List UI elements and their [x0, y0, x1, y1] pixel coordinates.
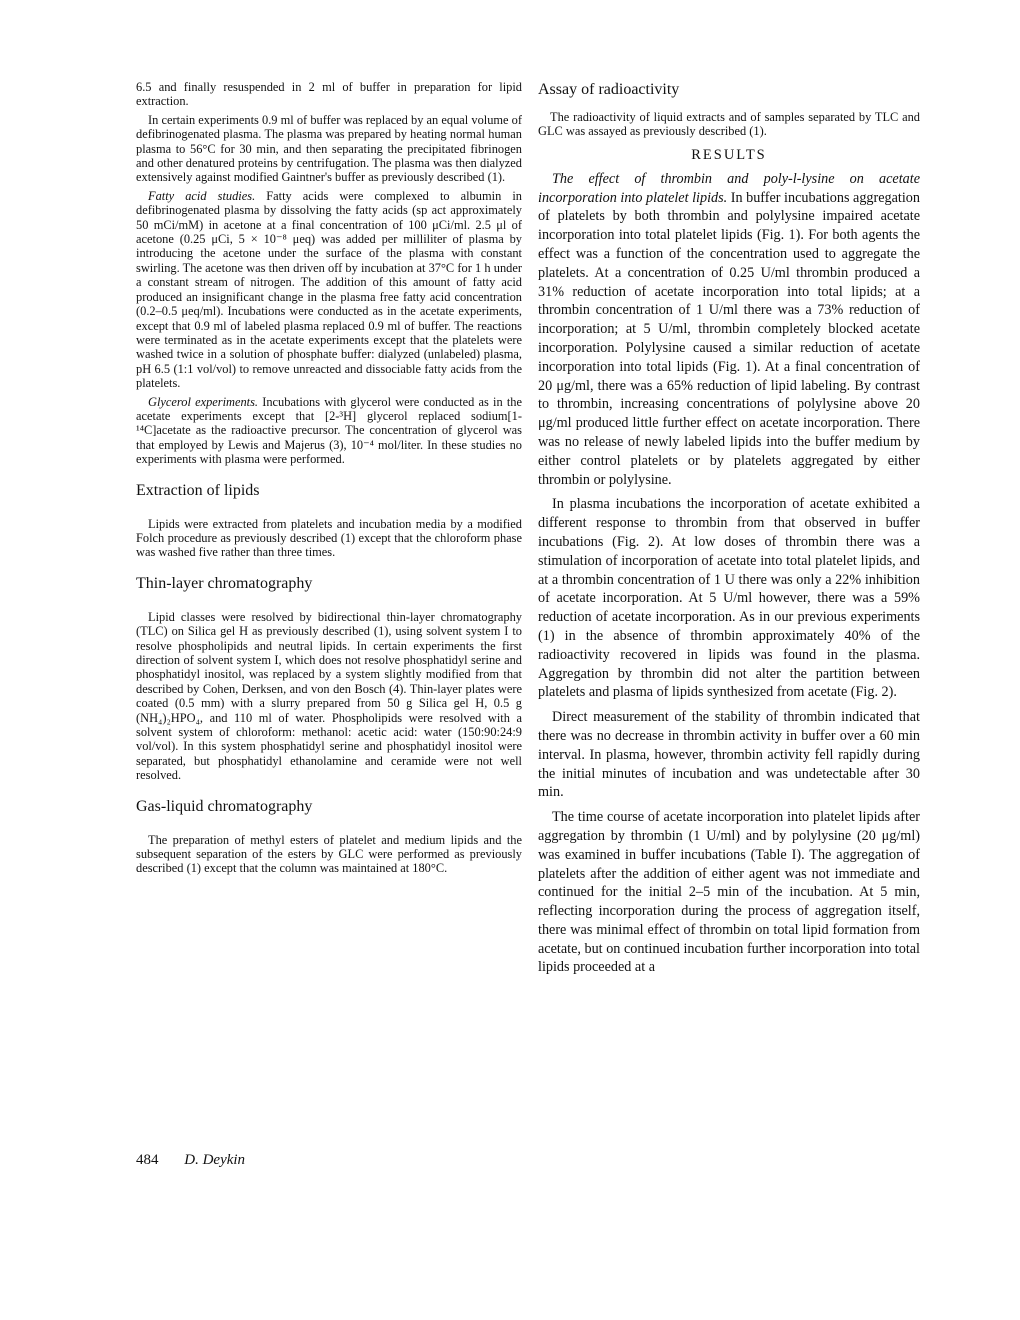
section-heading: Extraction of lipids	[136, 481, 260, 499]
page-footer	[136, 1152, 245, 1169]
left-column	[136, 80, 522, 880]
paragraph-body: Incubations with glycerol were conducted as in the acetate experiments except that [2-³H] glycerol replaced sodium[1-¹⁴C]acetate as the radioactive precursor. The concentration of glycerol was that employed by Lewis and Majerus (3), 10⁻⁴ mol/liter. In these studies no experiments with plasma were performed.	[136, 394, 523, 467]
paragraph: Lipids were extracted from platelets and incubation media by a modified Folch procedure as previously described (1) except that the chloroform phase was washed five rather than three times.	[136, 516, 522, 560]
page-number: 484	[136, 1152, 159, 1168]
section-heading: Assay of radioactivity	[538, 81, 680, 98]
paragraph-lead: Glycerol experiments.	[148, 394, 259, 409]
running-author: D. Deykin	[184, 1152, 246, 1168]
paragraph: Direct measurement of the stability of thrombin indicated that there was no decrease in thrombin activity in buffer over a 60 min interval. In plasma, however, thrombin activity fell rapidly during the initial minutes of incubation and was undetectable after 30 min.	[538, 709, 920, 801]
results-heading: RESULTS	[691, 146, 767, 163]
paragraph: In certain experiments 0.9 ml of buffer was replaced by an equal volume of defibrinogenated plasma. The plasma was prepared by heating normal human plasma to 56°C for 30 min, and then separating the precipitated fibrinogen and other denatured proteins by centrifugation. The plasma was then dialyzed extensively against modified Gaintner's buffer as previously described (1).	[136, 112, 522, 185]
paragraph: Lipid classes were resolved by bidirectional thin-layer chromatography (TLC) on Silica gel H as previously described (1), using solvent system I to resolve phospholipids and neutral lipids. In certain experiments the first direction of solvent system I, which does not resolve phosphatidyl serine and phosphatidyl inositol, was replaced by a system slightly modified from that described by Cohen, Derksen, and von den Bosch (4). Thin-layer plates were coated (0.5 mm) with a slurry prepared from 50 g Silica gel H, 0.5 g (NH₄)₂HPO₄, and 110 ml of water. Phospholipids were resolved with a solvent system of chloroform: methanol: acetic acid: water (150:90:24:9 vol/vol). In this system phosphatidyl serine and phosphatidyl inositol were separated, but phosphatidyl ethanolamine and ceramide were not well resolved.	[136, 609, 522, 783]
paragraph: 6.5 and finally resuspended in 2 ml of buffer in preparation for lipid extraction.	[136, 80, 522, 109]
paragraph: The time course of acetate incorporation into platelet lipids after aggregation by thrombin (1 U/ml) and by polylysine (20 μg/ml) was examined in buffer incubations (Table I). The aggregation of platelets after the addition of either agent was not immediate and continued for the initial 2–5 min of the incubation. At 5 min, reflecting incorporation during the process of aggregation itself, there was minimal effect of thrombin on total lipid formation from acetate, but on continued incubation further incorporation into total lipids proceeded at a	[538, 809, 920, 976]
paragraph	[136, 395, 522, 467]
paragraph	[538, 170, 920, 490]
section-heading: Thin-layer chromatography	[136, 574, 313, 592]
paragraph-lead: The effect of thrombin and poly-l-lysine on acetate incorporation into platelet lipids.	[538, 170, 920, 206]
right-column	[538, 80, 920, 983]
paragraph-lead: Fatty acid studies.	[148, 188, 256, 203]
paragraph	[136, 189, 522, 391]
paragraph: The radioactivity of liquid extracts and of samples separated by TLC and GLC was assayed as previously described (1).	[538, 110, 920, 139]
section-heading: Gas-liquid chromatography	[136, 797, 313, 815]
paragraph-body: In buffer incubations aggregation of platelets by both thrombin and polylysine impaired acetate incorporation into total platelet lipids (Fig. 1). For both agents the effect was a function of the concentration used to aggregate the platelets. At a concentration of 0.25 U/ml thrombin produced a 31% reduction of acetate incorporation into total lipids; at a thrombin concentration of 1 U/ml there was a 73% reduction of incorporation; at 5 U/ml, thrombin completely blocked acetate incorporation. Polylysine caused a similar reduction of acetate incorporation into total lipids (Fig. 1). At a final concentration of 20 μg/ml, there was a 65% reduction of lipid labeling. By contrast to thrombin, increasing concentrations of polylysine above 20 μg/ml produced little further effect on acetate incorporation. There was no release of newly labeled lipids into the buffer medium by either control platelets or by platelets aggregated by either thrombin or polylysine.	[538, 189, 920, 488]
paragraph: In plasma incubations the incorporation of acetate exhibited a different response to thrombin from that observed in buffer incubations (Fig. 2). At low doses of thrombin there was a stimulation of incorporation of acetate into total platelet lipids, and at a thrombin concentration of 1 U there was only a 22% inhibition of acetate incorporation. At 5 U/ml however, there was a 59% reduction of acetate incorporation. As in our previous experiments (1) in the absence of thrombin approximately 40% of the radioactivity recovered in lipids was found in the plasma. Aggregation by thrombin did not alter the partition between platelets and plasma of lipids synthesized from acetate (Fig. 2).	[538, 496, 920, 701]
paragraph: The preparation of methyl esters of platelet and medium lipids and the subsequent separation of the esters by GLC were performed as previously described (1) except that the column was maintained at 180°C.	[136, 832, 522, 876]
paragraph-body: Fatty acids were complexed to albumin in defibrinogenated plasma by dissolving the fatty acids (sp act approximately 50 mCi/mM) in acetone at a final concentration of 100 μCi/ml. 2.5 μl of acetone (0.25 μCi, 5 × 10⁻⁸ μeq) was added per milliliter of plasma by introducing the acetone under the surface of the plasma with constant swirling. The acetone was then driven off by incubation at 37°C for 1 h under a constant stream of nitrogen. The addition of this amount of fatty acid produced an insignificant change in the plasma free fatty acid concentration (0.2–0.5 μeq/ml). Incubations were conducted as in the acetate experiments, except that 0.9 ml of labeled plasma replaced 0.9 ml of buffer. The reactions were terminated as in the acetate experiments except that the platelets were washed twice in a solution of phosphate buffer: dialyzed (unlabeled) plasma, pH 6.5 (1:1 vol/vol) to remove unreacted and dissociable fatty acids from the platelets.	[136, 188, 522, 391]
